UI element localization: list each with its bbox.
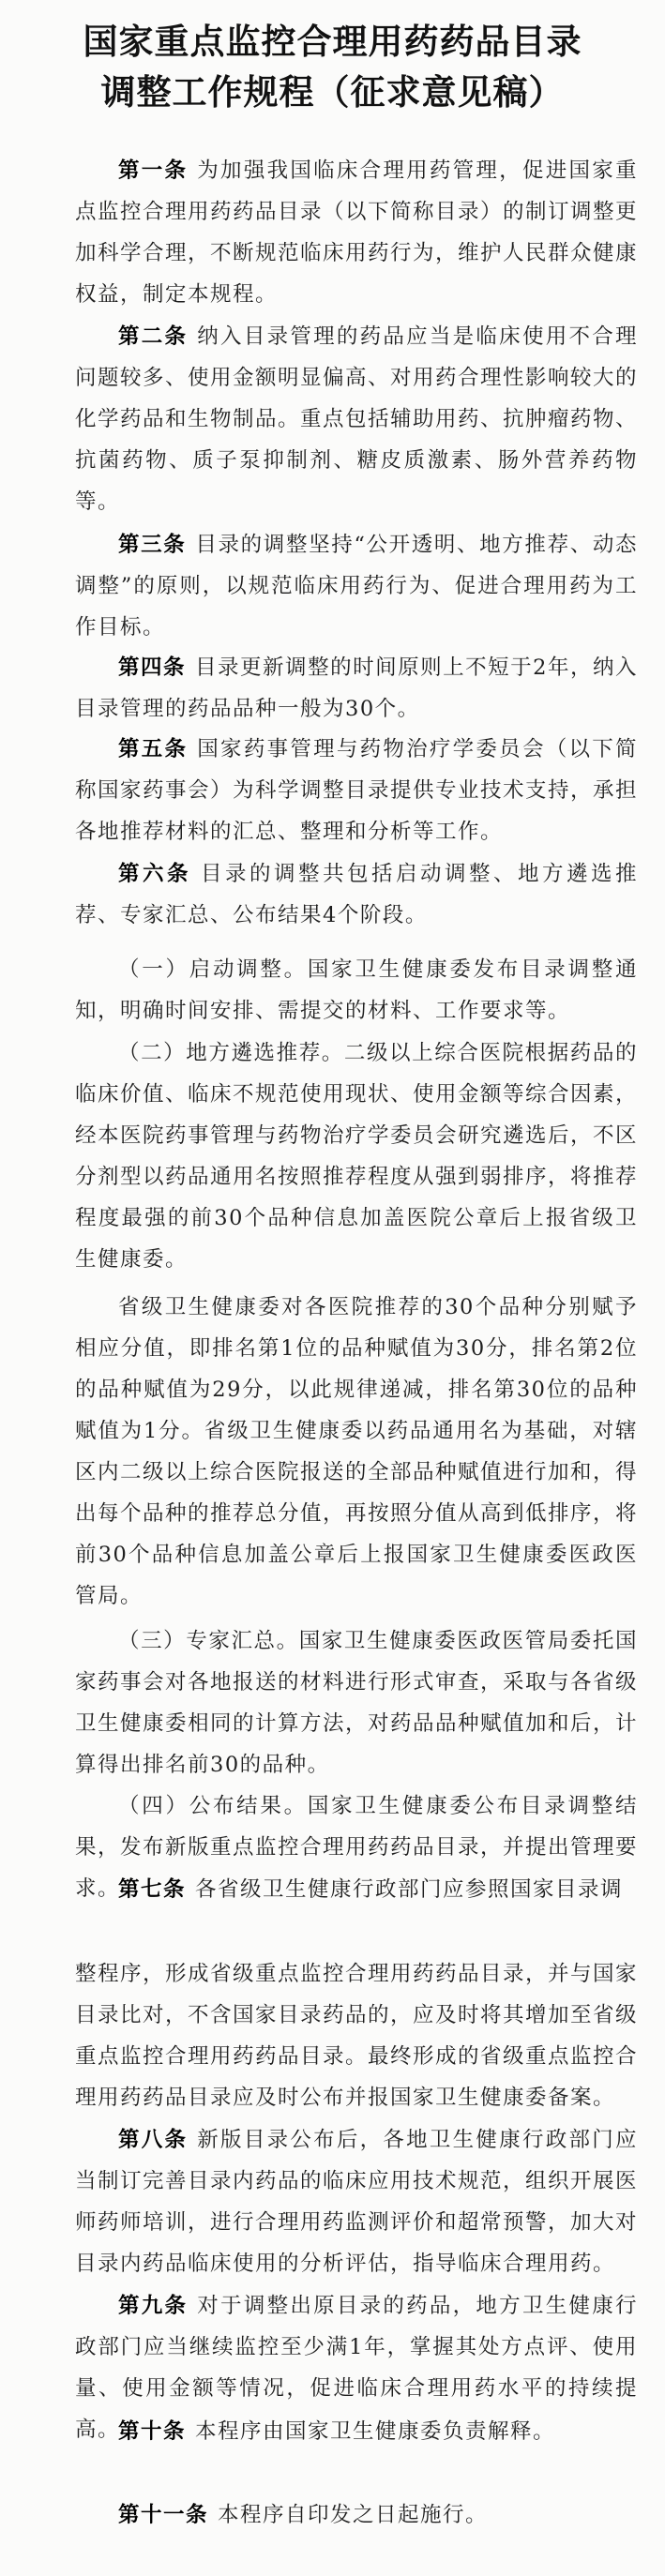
article-9-text: 对于调整出原目录的药品，地方卫生健康行政部门应当继续监控至少满1年，掌握其处方点评、使用量、使用金额等情况，促进临床合理用药水平的持续提高。 (75, 2294, 638, 2442)
article-10 (75, 2411, 638, 2452)
stage-2-provincial-scoring: 省级卫生健康委对各医院推荐的30个品种分别赋予相应分值，即排名第1位的品种赋值为30分，排名第2位的品种赋值为29分，以此规律递减，排名第30位的品种赋值为1分。省级卫生健康委以药品通用名为基础，对辖区内二级以上综合医院报送的全部品种赋值进行加和，得出每个品种的推荐总分值，再按照分值从高到低排序，将前30个品种信息加盖公章后上报国家卫生健康委医政医管局。 (75, 1295, 639, 1608)
article-8-text: 新版目录公布后，各地卫生健康行政部门应当制订完善目录内药品的临床应用技术规范，组织开展医师药师培训，进行合理用药监测评价和超常预警，加大对目录内药品临床使用的分析评估，指导临床合理用药。 (75, 2128, 639, 2276)
article-4-heading: 第四条 (118, 655, 187, 680)
article-5-text: 国家药事管理与药物治疗学委员会（以下简称国家药事会）为科学调整目录提供专业技术支持，承担各地推荐材料的汇总、整理和分析等工作。 (75, 737, 639, 844)
article-6-heading: 第六条 (118, 862, 191, 886)
article-5-heading: 第五条 (118, 737, 189, 761)
article-6-text: 目录的调整共包括启动调整、地方遴选推荐、专家汇总、公布结果4个阶段。 (75, 862, 638, 927)
stage-3-expert-summary: （三）专家汇总。国家卫生健康委医政医管局委托国家药事会对各地报送的材料进行形式审查，采取与各省级卫生健康委相同的计算方法，对药品品种赋值加和后，计算得出排名前30的品种。 (75, 1629, 639, 1777)
article-6 (75, 853, 638, 936)
article-9-heading: 第九条 (118, 2294, 189, 2318)
article-4-text: 目录更新调整的时间原则上不短于2年，纳入目录管理的药品品种一般为30个。 (75, 655, 638, 721)
stage-2-local-recommendation: （二）地方遴选推荐。二级以上综合医院根据药品的临床价值、临床不规范使用现状、使用金额等综合因素，经本医院药事管理与药物治疗学委员会研究遴选后，不区分剂型以药品通用名按照推荐程度从强到弱排序，将推荐程度最强的前30个品种信息加盖医院公章后上报省级卫生健康委。 (75, 1041, 639, 1272)
document-title-line-2: 调整工作规程（征求意见稿） (100, 72, 565, 113)
article-3-heading: 第三条 (118, 533, 187, 557)
stage-1-start: （一）启动调整。国家卫生健康委发布目录调整通知，明确时间安排、需提交的材料、工作要求等。 (75, 957, 638, 1023)
article-2-heading: 第二条 (118, 324, 189, 349)
article-2 (75, 316, 638, 522)
article-5 (75, 729, 638, 852)
article-8 (75, 2119, 638, 2284)
article-2-text: 纳入目录管理的药品应当是临床使用不合理问题较多、使用金额明显偏高、对用药合理性影响较大的化学药品和生物制品。重点包括辅助用药、抗肿瘤药物、抗菌药物、质子泵抑制剂、糖皮质激素、肠外营养药物等。 (75, 324, 639, 514)
article-7-text: 各省级卫生健康行政部门应参照国家目录调 (195, 1877, 624, 1902)
article-10-text: 本程序由国家卫生健康委负责解释。 (195, 2419, 556, 2444)
article-3-text: 目录的调整坚持“公开透明、地方推荐、动态调整”的原则，以规范临床用药行为、促进合理用药为工作目标。 (75, 533, 638, 640)
article-11-heading: 第十一条 (118, 2503, 209, 2527)
article-11 (75, 2494, 638, 2536)
article-3 (75, 524, 638, 648)
article-11-text: 本程序自印发之日起施行。 (218, 2503, 489, 2527)
article-1-heading: 第一条 (118, 158, 189, 183)
article-4 (75, 647, 638, 730)
stage-4-publish-results: （四）公布结果。国家卫生健康委公布目录调整结果，发布新版重点监控合理用药药品目录，并提出管理要求。 (75, 1794, 639, 1901)
article-10-heading: 第十条 (118, 2419, 187, 2444)
article-8-heading: 第八条 (118, 2128, 189, 2152)
document-title-line-1: 国家重点监控合理用药药品目录 (83, 22, 582, 62)
article-1 (75, 150, 638, 315)
article-7-heading: 第七条 (118, 1877, 187, 1902)
article-7-continued: 整程序，形成省级重点监控合理用药药品目录，并与国家目录比对，不含国家目录药品的，应及时将其增加至省级重点监控合理用药药品目录。最终形成的省级重点监控合理用药药品目录应及时公布并报国家卫生健康委备案。 (75, 1962, 639, 2110)
article-1-text: 为加强我国临床合理用药管理，促进国家重点监控合理用药药品目录（以下简称目录）的制订调整更加科学合理，不断规范临床用药行为，维护人民群众健康权益，制定本规程。 (75, 158, 639, 307)
article-7 (75, 1869, 638, 1910)
